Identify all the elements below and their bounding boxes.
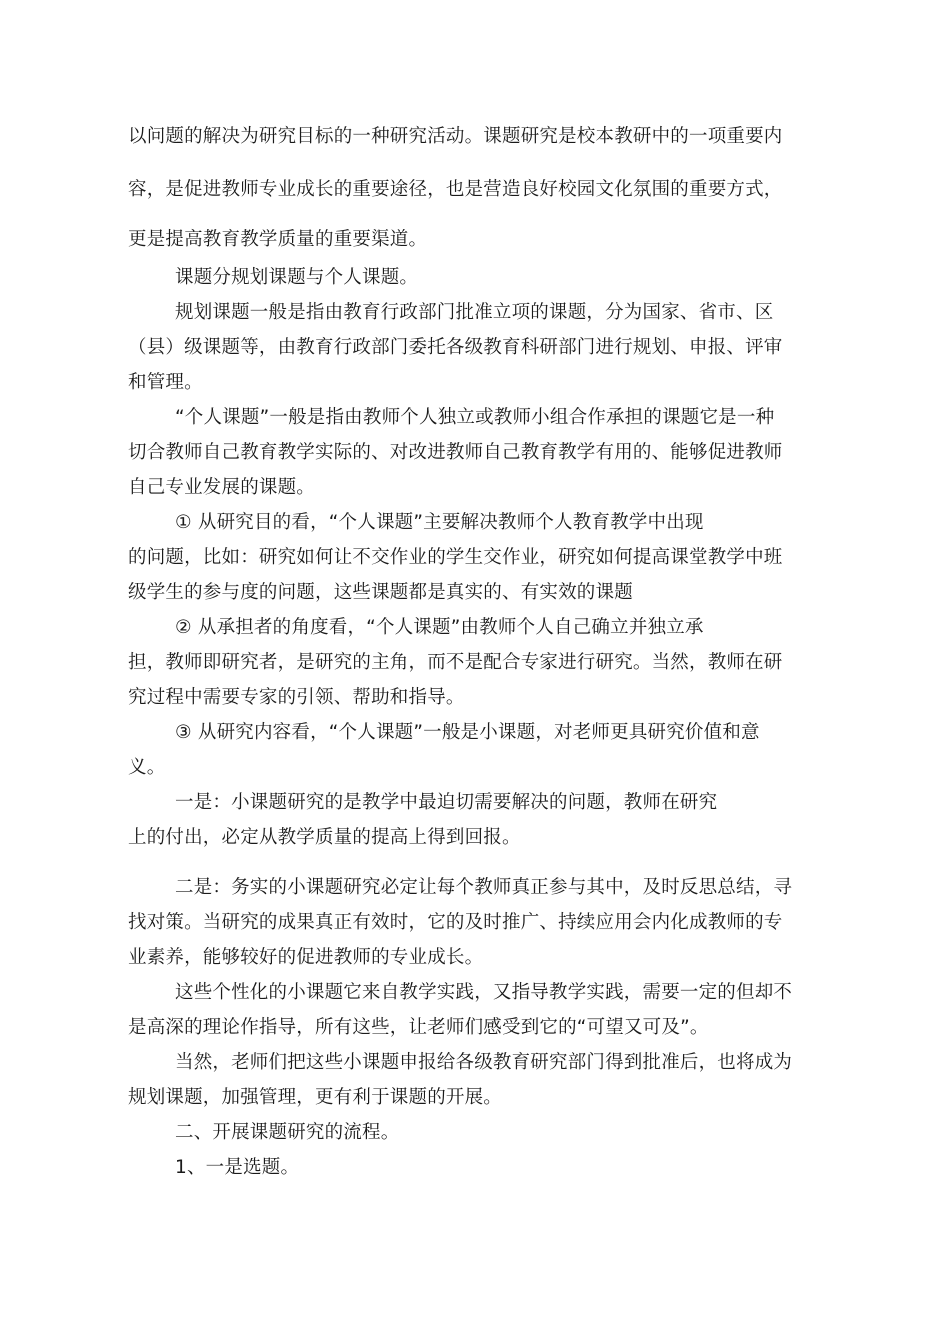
text-line: 和管理。 — [128, 372, 203, 393]
text-line: 课题分规划课题与个人课题。 — [175, 267, 419, 288]
text-line: ② 从承担者的角度看，“个人课题”由教师个人自己确立并独立承 — [175, 617, 704, 638]
text-line: 担，教师即研究者，是研究的主角，而不是配合专家进行研究。当然，教师在研 — [128, 652, 783, 673]
text-line: 的问题，比如：研究如何让不交作业的学生交作业，研究如何提高课堂教学中班 — [128, 547, 783, 568]
text-line: 规划课题一般是指由教育行政部门批准立项的课题，分为国家、省市、区 — [175, 302, 774, 323]
text-line: 是高深的理论作指导，所有这些，让老师们感受到它的“可望又可及”。 — [128, 1017, 709, 1038]
text-line: 二、开展课题研究的流程。 — [175, 1122, 400, 1143]
text-line: 当然，老师们把这些小课题申报给各级教育研究部门得到批准后，也将成为 — [175, 1052, 793, 1073]
text-line: 这些个性化的小课题它来自教学实践，又指导教学实践，需要一定的但却不 — [175, 982, 793, 1003]
text-line: ③ 从研究内容看，“个人课题”一般是小课题，对老师更具研究价值和意 — [175, 722, 760, 743]
text-line: “个人课题”一般是指由教师个人独立或教师小组合作承担的课题它是一种 — [175, 407, 775, 428]
text-line: 级学生的参与度的问题，这些课题都是真实的、有实效的课题 — [128, 582, 633, 603]
text-line: 容，是促进教师专业成长的重要途径，也是营造良好校园文化氛围的重要方式， — [128, 179, 783, 200]
text-line: 业素养，能够较好的促进教师的专业成长。 — [128, 947, 484, 968]
text-line: 上的付出，必定从教学质量的提高上得到回报。 — [128, 827, 521, 848]
text-line: 二是：务实的小课题研究必定让每个教师真正参与其中，及时反思总结，寻 — [175, 877, 793, 898]
text-line: 究过程中需要专家的引领、帮助和指导。 — [128, 687, 465, 708]
text-line: （县）级课题等，由教育行政部门委托各级教育科研部门进行规划、申报、评审 — [128, 337, 783, 358]
text-line: 一是：小课题研究的是教学中最迫切需要解决的问题，教师在研究 — [175, 792, 718, 813]
text-line: ① 从研究目的看，“个人课题”主要解决教师个人教育教学中出现 — [175, 512, 704, 533]
text-line: 以问题的解决为研究目标的一种研究活动。课题研究是校本教研中的一项重要内 — [128, 126, 783, 147]
text-line: 自己专业发展的课题。 — [128, 477, 316, 498]
text-line: 1、一是选题。 — [175, 1157, 300, 1178]
text-line: 更是提高教育教学质量的重要渠道。 — [128, 229, 428, 250]
text-line: 找对策。当研究的成果真正有效时，它的及时推广、持续应用会内化成教师的专 — [128, 912, 783, 933]
text-line: 切合教师自己教育教学实际的、对改进教师自己教育教学有用的、能够促进教师 — [128, 442, 783, 463]
text-line: 义。 — [128, 757, 166, 778]
text-line: 规划课题，加强管理，更有利于课题的开展。 — [128, 1087, 503, 1108]
